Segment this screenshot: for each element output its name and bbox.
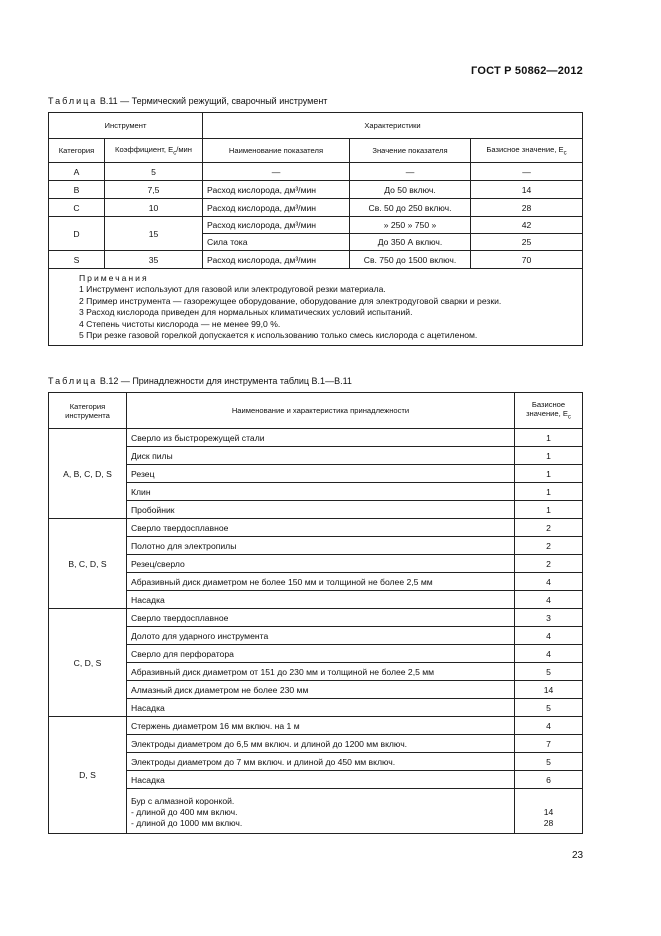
header-tool: Инструмент (49, 113, 203, 139)
table-row: Электроды диаметром до 7 мм включ. и длиной до 450 мм включ. 5 (49, 753, 583, 771)
notes-block (49, 269, 583, 346)
table-row: А, В, С, D, S Сверло из быстрорежущей стали 1 (49, 429, 583, 447)
header-base-value: Базисное значение, $Е_c$ (515, 393, 583, 429)
table-word: Таблица (48, 96, 98, 106)
table-row: Электроды диаметром до 6,5 мм включ. и длиной до 1200 мм включ. 7 (49, 735, 583, 753)
table-row (49, 789, 583, 834)
drill-crown-cell: Бур с алмазной коронкой. - длиной до 400 мм включ. - длиной до 1000 мм включ. (127, 789, 515, 834)
table-row: Насадка 6 (49, 771, 583, 789)
table-row: Полотно для электропилы 2 (49, 537, 583, 555)
table-b12-title: В.12 — Принадлежности для инструмента таблиц В.1—В.11 (99, 376, 352, 386)
note-item: 2 Пример инструмента — газорежущее оборудование, оборудование для электродуговой сварки и резки. (79, 295, 502, 306)
table-row: D 15 Расход кислорода, дм³/мин » 250 » 750 » 42 (49, 217, 583, 234)
table-row: Абразивный диск диаметром от 151 до 230 мм и толщиной не более 2,5 мм 5 (49, 663, 583, 681)
group-category: А, В, С, D, S (49, 429, 127, 519)
header-indicator-name: Наименование показателя (203, 139, 350, 163)
note-item: 1 Инструмент используют для газовой или электродуговой резки материала. (79, 284, 386, 295)
page-number: 23 (572, 850, 584, 861)
table-row: Резец/сверло 2 (49, 555, 583, 573)
table-row: Долото для ударного инструмента 4 (49, 627, 583, 645)
table-b11-title: В.11 — Термический режущий, сварочный инструмент (99, 96, 328, 106)
table-row: С, D, S Сверло твердосплавное 3 (49, 609, 583, 627)
table-word: Таблица (48, 376, 98, 386)
group-category: С, D, S (49, 609, 127, 717)
table-row: S 35 Расход кислорода, дм³/мин Св. 750 до 1500 включ. 70 (49, 251, 583, 269)
table-b12-caption (48, 376, 352, 386)
notes-title: Примечания (79, 273, 149, 283)
table-row: D, S Стержень диаметром 16 мм включ. на 1 м 4 (49, 717, 583, 735)
table-b12 (48, 392, 583, 834)
table-row: Клин 1 (49, 483, 583, 501)
table-row: А 5 — — — (49, 163, 583, 181)
header-category: Категория инструмента (49, 393, 127, 429)
drill-crown-values: 14 28 (515, 789, 583, 834)
table-row: Алмазный диск диаметром не более 230 мм 14 (49, 681, 583, 699)
table-row: Диск пилы 1 (49, 447, 583, 465)
table-b11-caption (48, 96, 327, 106)
table-row: Пробойник 1 (49, 501, 583, 519)
header-indicator-value: Значение показателя (350, 139, 471, 163)
header-base-value: Базисное значение, $Е_c$ (471, 139, 583, 163)
note-item: 5 При резке газовой горелкой допускается к использованию только смесь кислорода с ацетиленом. (79, 330, 478, 341)
note-item: 3 Расход кислорода приведен для нормальных климатических условий испытаний. (79, 307, 413, 318)
table-row: Насадка 4 (49, 591, 583, 609)
table-row: Абразивный диск диаметром не более 150 мм и толщиной не более 2,5 мм 4 (49, 573, 583, 591)
table-row: В 7,5 Расход кислорода, дм³/мин До 50 включ. 14 (49, 181, 583, 199)
standard-header: ГОСТ Р 50862—2012 (471, 65, 583, 77)
table-row: Сила тока До 350 А включ. 25 (49, 234, 583, 251)
header-characteristics: Характеристики (203, 113, 583, 139)
note-item: 4 Степень чистоты кислорода — не менее 99,0 %. (79, 318, 281, 329)
table-row: С 10 Расход кислорода, дм³/мин Св. 50 до 250 включ. 28 (49, 199, 583, 217)
table-row: Резец 1 (49, 465, 583, 483)
header-coefficient: Коэффициент, $Е_c$/мин (105, 139, 203, 163)
header-accessory-name: Наименование и характеристика принадлежности (127, 393, 515, 429)
table-row: Сверло для перфоратора 4 (49, 645, 583, 663)
group-category: D, S (49, 717, 127, 834)
group-category: В, С, D, S (49, 519, 127, 609)
table-row: В, С, D, S Сверло твердосплавное 2 (49, 519, 583, 537)
header-category: Категория (49, 139, 105, 163)
table-b11 (48, 112, 583, 346)
table-row: Насадка 5 (49, 699, 583, 717)
